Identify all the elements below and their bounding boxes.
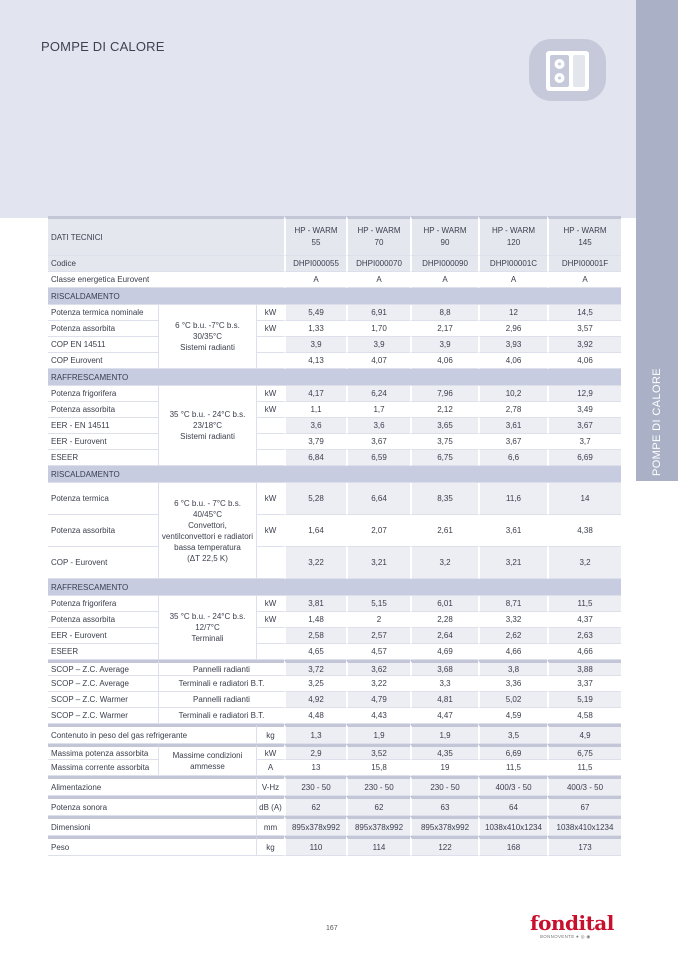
value-cell: 13 [284, 760, 346, 776]
row-label: Massima potenza assorbita [48, 744, 158, 760]
row-label: Potenza sonora [48, 796, 256, 816]
condition-line: 35 °C b.u. - 24°C b.s. [169, 410, 246, 419]
row-label: EER - Eurovent [48, 434, 158, 450]
table-row [48, 450, 621, 466]
row-label: SCOP – Z.C. Average [48, 660, 158, 676]
table-row [48, 708, 621, 724]
table-row [48, 744, 621, 760]
condition-cell: Pannelli radianti [158, 660, 284, 676]
table-row [48, 547, 621, 579]
model-heading [410, 216, 478, 256]
value-cell: 3,49 [547, 402, 621, 418]
table-row [48, 660, 621, 676]
value-cell: A [478, 272, 547, 288]
value-cell: 2,62 [478, 628, 547, 644]
value-cell: 6,75 [410, 450, 478, 466]
technical-data-table [48, 216, 621, 856]
value-cell: 2,17 [410, 321, 478, 337]
value-cell: 4,92 [284, 692, 346, 708]
value-cell: 3,5 [478, 724, 547, 744]
row-label: Massima corrente assorbita [48, 760, 158, 776]
value-cell: A [346, 272, 410, 288]
condition-line: Sistemi radianti [180, 432, 235, 441]
value-cell: 1,9 [346, 724, 410, 744]
unit-cell: kg [256, 724, 284, 744]
value-cell: 3,61 [478, 515, 547, 547]
value-cell: 895x378x992 [346, 816, 410, 836]
condition-cell [158, 744, 256, 776]
value-cell: 14 [547, 483, 621, 515]
value-cell: 2 [346, 612, 410, 628]
condition-line: 6 °C b.u. -7°C b.s. [175, 321, 240, 330]
model-name-line: 55 [311, 238, 321, 247]
value-cell: 3,22 [284, 547, 346, 579]
value-cell: 4,06 [478, 353, 547, 369]
value-cell: 1,64 [284, 515, 346, 547]
value-cell: 5,15 [346, 596, 410, 612]
value-cell: 173 [547, 836, 621, 856]
value-cell: 3,88 [547, 660, 621, 676]
brand-name: fondital [530, 911, 614, 935]
table-row [48, 612, 621, 628]
condition-cell [158, 483, 256, 579]
value-cell: A [547, 272, 621, 288]
unit-cell [256, 547, 284, 579]
condition-line: Sistemi radianti [180, 343, 235, 352]
value-cell: 2,61 [410, 515, 478, 547]
value-cell: 3,61 [478, 418, 547, 434]
value-cell: 2,63 [547, 628, 621, 644]
table-row [48, 272, 621, 288]
model-heading [478, 216, 547, 256]
brand-tagline: BONNOVENTE ● ◎ ◉ [540, 934, 591, 939]
value-cell: 3,21 [478, 547, 547, 579]
value-cell: 1,1 [284, 402, 346, 418]
condition-line: 30/35°C [193, 332, 222, 341]
value-cell: 4,57 [346, 644, 410, 660]
value-cell: 3,3 [410, 676, 478, 692]
value-cell: 8,8 [410, 305, 478, 321]
value-cell: 2,07 [346, 515, 410, 547]
value-cell: 3,8 [478, 660, 547, 676]
heat-pump-icon [529, 39, 606, 101]
condition-line: 35 °C b.u. - 24°C b.s. [169, 612, 246, 621]
unit-cell: kW [256, 305, 284, 321]
value-cell: 2,28 [410, 612, 478, 628]
section-heading: RAFFRESCAMENTO [48, 579, 621, 596]
value-cell: 4,69 [410, 644, 478, 660]
value-cell: 4,81 [410, 692, 478, 708]
row-label: Potenza assorbita [48, 321, 158, 337]
value-cell: 62 [284, 796, 346, 816]
value-cell: 6,69 [478, 744, 547, 760]
value-cell: 6,69 [547, 450, 621, 466]
row-label: Classe energetica Eurovent [48, 272, 284, 288]
value-cell: 4,17 [284, 386, 346, 402]
row-label: Potenza frigorifera [48, 386, 158, 402]
value-cell: 3,22 [346, 676, 410, 692]
value-cell: 4,13 [284, 353, 346, 369]
row-label: EER - EN 14511 [48, 418, 158, 434]
value-cell: 5,49 [284, 305, 346, 321]
table-row [48, 483, 621, 515]
row-label: EER - Eurovent [48, 628, 158, 644]
value-cell: 3,67 [547, 418, 621, 434]
value-cell: 4,9 [547, 724, 621, 744]
value-cell: 3,36 [478, 676, 547, 692]
value-cell: 67 [547, 796, 621, 816]
table-row [48, 676, 621, 692]
condition-line: 40/45°C [193, 509, 222, 519]
page-number: 167 [326, 925, 338, 932]
table-row [48, 724, 621, 744]
value-cell: 15,8 [346, 760, 410, 776]
section-heading: RAFFRESCAMENTO [48, 369, 621, 386]
table-row [48, 216, 621, 256]
condition-line: (ΔT 22,5 K) [187, 553, 228, 563]
table-row [48, 402, 621, 418]
condition-line: Convettori, [188, 520, 227, 530]
value-cell: 2,58 [284, 628, 346, 644]
condition-cell: Terminali e radiatori B.T. [158, 708, 284, 724]
model-heading [346, 216, 410, 256]
section-heading: RISCALDAMENTO [48, 288, 621, 305]
value-cell: 122 [410, 836, 478, 856]
row-label: SCOP – Z.C. Average [48, 676, 158, 692]
value-cell: 4,37 [547, 612, 621, 628]
value-cell: DHPI00001F [547, 256, 621, 272]
value-cell: 4,07 [346, 353, 410, 369]
value-cell: 1,70 [346, 321, 410, 337]
value-cell: 3,52 [346, 744, 410, 760]
section-heading: RISCALDAMENTO [48, 466, 621, 483]
model-name-line: 120 [506, 238, 521, 247]
value-cell: 3,67 [478, 434, 547, 450]
value-cell: DHPI000070 [346, 256, 410, 272]
condition-cell [158, 386, 256, 466]
value-cell: 4,59 [478, 708, 547, 724]
row-label: COP - Eurovent [48, 547, 158, 579]
row-label: SCOP – Z.C. Warmer [48, 708, 158, 724]
unit-cell: mm [256, 816, 284, 836]
table-row [48, 760, 621, 776]
value-cell: 5,02 [478, 692, 547, 708]
row-label: ESEER [48, 450, 158, 466]
row-label: Contenuto in peso del gas refrigerante [48, 724, 256, 744]
unit-cell: kW [256, 596, 284, 612]
row-label: SCOP – Z.C. Warmer [48, 692, 158, 708]
value-cell: 12 [478, 305, 547, 321]
value-cell: 6,01 [410, 596, 478, 612]
value-cell: 11,6 [478, 483, 547, 515]
table-row [48, 434, 621, 450]
value-cell: 4,47 [410, 708, 478, 724]
value-cell: 3,7 [547, 434, 621, 450]
model-name-line: 70 [374, 238, 384, 247]
unit-cell [256, 450, 284, 466]
unit-cell: kW [256, 744, 284, 760]
value-cell: 3,72 [284, 660, 346, 676]
table-heading: DATI TECNICI [48, 216, 284, 256]
value-cell: 4,58 [547, 708, 621, 724]
value-cell: 3,6 [346, 418, 410, 434]
condition-line: ventilconvettori e radiatori [161, 531, 254, 541]
row-label: Potenza termica [48, 483, 158, 515]
table-row [48, 418, 621, 434]
condition-cell [158, 305, 256, 369]
unit-cell [256, 337, 284, 353]
value-cell: 4,66 [547, 644, 621, 660]
value-cell: 6,6 [478, 450, 547, 466]
table-row [48, 288, 621, 305]
value-cell: 4,38 [547, 515, 621, 547]
value-cell: 3,65 [410, 418, 478, 434]
table-row [48, 628, 621, 644]
value-cell: 1038x410x1234 [478, 816, 547, 836]
unit-cell: A [256, 760, 284, 776]
value-cell: 230 - 50 [346, 776, 410, 796]
unit-cell: kW [256, 386, 284, 402]
value-cell: 3,9 [410, 337, 478, 353]
value-cell: 5,19 [547, 692, 621, 708]
table-row [48, 353, 621, 369]
value-cell: 63 [410, 796, 478, 816]
model-name-line: HP - WARM [294, 226, 338, 235]
page-title: POMPE DI CALORE [41, 39, 165, 54]
value-cell: A [410, 272, 478, 288]
row-label: Potenza assorbita [48, 515, 158, 547]
value-cell: 168 [478, 836, 547, 856]
model-heading [547, 216, 621, 256]
unit-cell [256, 418, 284, 434]
unit-cell: kW [256, 515, 284, 547]
condition-line: 6 °C b.u. - 7°C b.s. [174, 498, 241, 508]
value-cell: 3,81 [284, 596, 346, 612]
table-row [48, 644, 621, 660]
value-cell: 3,21 [346, 547, 410, 579]
value-cell: 19 [410, 760, 478, 776]
value-cell: 6,59 [346, 450, 410, 466]
value-cell: 7,96 [410, 386, 478, 402]
table-row [48, 515, 621, 547]
unit-cell [256, 644, 284, 660]
model-heading [284, 216, 346, 256]
unit-cell: dB (A) [256, 796, 284, 816]
value-cell: A [284, 272, 346, 288]
condition-line: 23/18°C [193, 421, 222, 430]
value-cell: 1,3 [284, 724, 346, 744]
value-cell: 230 - 50 [410, 776, 478, 796]
value-cell: 11,5 [478, 760, 547, 776]
value-cell: 6,64 [346, 483, 410, 515]
value-cell: 3,9 [346, 337, 410, 353]
value-cell: 11,5 [547, 596, 621, 612]
value-cell: 3,2 [410, 547, 478, 579]
value-cell: 1038x410x1234 [547, 816, 621, 836]
value-cell: 14,5 [547, 305, 621, 321]
value-cell: 64 [478, 796, 547, 816]
table-row [48, 692, 621, 708]
value-cell: 1,7 [346, 402, 410, 418]
condition-line: ammesse [190, 762, 225, 771]
value-cell: 3,9 [284, 337, 346, 353]
table-row [48, 596, 621, 612]
value-cell: 1,9 [410, 724, 478, 744]
value-cell: 1,48 [284, 612, 346, 628]
value-cell: 3,93 [478, 337, 547, 353]
value-cell: 400/3 - 50 [478, 776, 547, 796]
unit-cell: kW [256, 483, 284, 515]
value-cell: 3,79 [284, 434, 346, 450]
model-name-line: 90 [440, 238, 450, 247]
value-cell: DHPI000055 [284, 256, 346, 272]
table-row [48, 776, 621, 796]
row-label: Potenza assorbita [48, 612, 158, 628]
value-cell: 6,91 [346, 305, 410, 321]
row-label: Potenza frigorifera [48, 596, 158, 612]
table-row [48, 466, 621, 483]
table-row [48, 369, 621, 386]
value-cell: 3,62 [346, 660, 410, 676]
row-label: Dimensioni [48, 816, 256, 836]
model-name-line: HP - WARM [357, 226, 401, 235]
table-row [48, 256, 621, 272]
value-cell: 6,84 [284, 450, 346, 466]
condition-line: Terminali [191, 634, 224, 643]
value-cell: 3,67 [346, 434, 410, 450]
unit-cell [256, 628, 284, 644]
unit-cell [256, 434, 284, 450]
value-cell: 4,79 [346, 692, 410, 708]
value-cell: 4,06 [410, 353, 478, 369]
value-cell: 3,92 [547, 337, 621, 353]
value-cell: 2,12 [410, 402, 478, 418]
value-cell: 114 [346, 836, 410, 856]
value-cell: 12,9 [547, 386, 621, 402]
value-cell: 10,2 [478, 386, 547, 402]
condition-cell [158, 596, 256, 660]
value-cell: 230 - 50 [284, 776, 346, 796]
row-label: Alimentazione [48, 776, 256, 796]
value-cell: 4,66 [478, 644, 547, 660]
row-label: ESEER [48, 644, 158, 660]
header-band [0, 0, 636, 218]
value-cell: 895x378x992 [284, 816, 346, 836]
unit-cell: kW [256, 612, 284, 628]
model-name-line: HP - WARM [423, 226, 467, 235]
value-cell: 11,5 [547, 760, 621, 776]
unit-cell: V-Hz [256, 776, 284, 796]
unit-cell: kW [256, 321, 284, 337]
value-cell: 3,25 [284, 676, 346, 692]
value-cell: 6,24 [346, 386, 410, 402]
model-name-line: HP - WARM [491, 226, 536, 235]
value-cell: 3,37 [547, 676, 621, 692]
table-row [48, 305, 621, 321]
value-cell: 8,71 [478, 596, 547, 612]
value-cell: 4,43 [346, 708, 410, 724]
value-cell: DHPI00001C [478, 256, 547, 272]
value-cell: 4,48 [284, 708, 346, 724]
value-cell: 895x378x992 [410, 816, 478, 836]
table-row [48, 816, 621, 836]
value-cell: 5,28 [284, 483, 346, 515]
condition-cell: Pannelli radianti [158, 692, 284, 708]
value-cell: 3,6 [284, 418, 346, 434]
value-cell: 3,2 [547, 547, 621, 579]
row-label: Peso [48, 836, 256, 856]
value-cell: 8,35 [410, 483, 478, 515]
value-cell: 2,57 [346, 628, 410, 644]
value-cell: 1,33 [284, 321, 346, 337]
value-cell: 110 [284, 836, 346, 856]
table-row [48, 386, 621, 402]
row-label: Potenza assorbita [48, 402, 158, 418]
unit-cell: kW [256, 402, 284, 418]
table-row [48, 579, 621, 596]
condition-line: bassa temperatura [174, 542, 241, 552]
row-label: Codice [48, 256, 284, 272]
row-label: Potenza termica nominale [48, 305, 158, 321]
row-label: COP EN 14511 [48, 337, 158, 353]
side-tab-label: POMPE DI CALORE [651, 367, 663, 477]
value-cell: 2,78 [478, 402, 547, 418]
value-cell: 2,96 [478, 321, 547, 337]
value-cell: 3,57 [547, 321, 621, 337]
model-name-line: HP - WARM [563, 226, 607, 235]
table-row [48, 337, 621, 353]
value-cell: 4,06 [547, 353, 621, 369]
value-cell: 3,75 [410, 434, 478, 450]
table-row [48, 796, 621, 816]
value-cell: 4,65 [284, 644, 346, 660]
value-cell: 62 [346, 796, 410, 816]
value-cell: DHPI000090 [410, 256, 478, 272]
row-label: COP Eurovent [48, 353, 158, 369]
condition-line: 12/7°C [195, 623, 220, 632]
value-cell: 3,32 [478, 612, 547, 628]
value-cell: 6,75 [547, 744, 621, 760]
value-cell: 4,35 [410, 744, 478, 760]
value-cell: 2,64 [410, 628, 478, 644]
value-cell: 2,9 [284, 744, 346, 760]
condition-cell: Terminali e radiatori B.T. [158, 676, 284, 692]
condition-line: Massime condizioni [172, 751, 243, 760]
model-name-line: 145 [578, 238, 592, 247]
value-cell: 3,68 [410, 660, 478, 676]
table-row [48, 836, 621, 856]
value-cell: 400/3 - 50 [547, 776, 621, 796]
table-row [48, 321, 621, 337]
unit-cell [256, 353, 284, 369]
brand-logo [530, 912, 620, 946]
unit-cell: kg [256, 836, 284, 856]
